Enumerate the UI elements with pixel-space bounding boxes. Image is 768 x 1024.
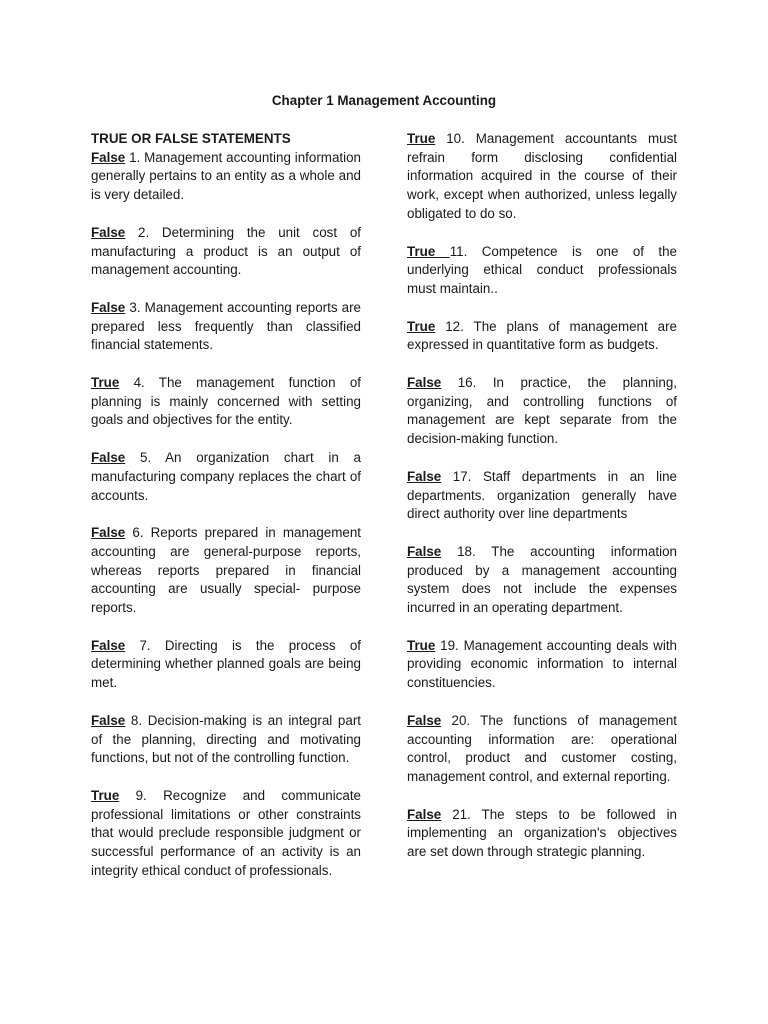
- statement-item: [407, 374, 677, 449]
- statement-item: [407, 318, 677, 355]
- statement-item: [91, 449, 361, 505]
- answer-label: False: [91, 450, 126, 466]
- statement-text: 8. Decision-making is an integral part of the planning, directing and motivating functions, but not of the controlling function.: [91, 712, 361, 766]
- statement-text: 4. The management function of planning is mainly concerned with setting goals and objectives for the entity.: [91, 375, 361, 428]
- statement-text: 20. The functions of management accounting information are: operational control, product and customer costing, management control, and external reporting.: [407, 712, 677, 784]
- statement-text: 21. The steps to be followed in implementing an organization's objectives are set down through strategic planning.: [407, 806, 677, 860]
- statement-item: [91, 374, 361, 430]
- statement-text: 16. In practice, the planning, organizing, and controlling functions of management are kept separate from the decision-making function.: [407, 375, 677, 447]
- statement-text: 10. Management accountants must refrain form disclosing confidential information acquired in the course of their work, except when authorized, unless legally obligated to do so.: [407, 131, 677, 221]
- statement-text: 1. Management accounting information generally pertains to an entity as a whole and is very detailed.: [91, 149, 361, 203]
- statement-item: [91, 224, 361, 280]
- statement-text: 12. The plans of management are expressed in quantitative form as budgets.: [407, 318, 677, 353]
- statement-item: [407, 130, 677, 224]
- statement-text: 2. Determining the unit cost of manufacturing a product is an output of management accounting.: [91, 224, 361, 278]
- statement-item: [407, 637, 677, 693]
- answer-label: False: [91, 224, 126, 240]
- answer-label: False: [407, 375, 442, 391]
- statement-text: 6. Reports prepared in management accounting are general-purpose reports, whereas reports prepared in financial accounting are usually special- purpose reports.: [91, 525, 361, 616]
- statement-item: [91, 524, 361, 618]
- statement-item: [407, 468, 677, 524]
- statement-text: 18. The accounting information produced by a management accounting system does not include the expenses incurred in an operating department.: [407, 543, 677, 616]
- answer-label: False: [91, 299, 126, 315]
- statement-item: [91, 299, 361, 355]
- statement-item: [407, 243, 677, 299]
- answer-label: True: [407, 318, 436, 334]
- statement-item: [407, 806, 677, 862]
- answer-label: True: [91, 375, 120, 391]
- answer-label: False: [91, 525, 126, 541]
- statement-text: 11. Competence is one of the underlying ethical conduct professionals must maintain..: [407, 243, 678, 296]
- section-heading: TRUE OR FALSE STATEMENTS: [91, 131, 291, 146]
- answer-label: False: [91, 712, 126, 728]
- answer-label: False: [407, 712, 442, 728]
- answer-label: True: [407, 131, 436, 146]
- answer-label: False: [91, 149, 126, 165]
- statement-item: [407, 543, 677, 618]
- statement-text: 9. Recognize and communicate professional limitations or other constraints that would preclude responsible judgment or successful performance of an activity is an integrity ethical conduct of professionals.: [91, 787, 361, 878]
- answer-label: False: [91, 637, 126, 653]
- answer-label: True: [407, 637, 436, 653]
- statement-item: [91, 637, 361, 693]
- statement-text: 19. Management accounting deals with providing economic information to internal constituencies.: [407, 637, 677, 691]
- statement-text: 17. Staff departments in an line departments. organization generally have direct authority over line departments: [407, 468, 677, 522]
- answer-label: True: [407, 243, 450, 259]
- left-column: [91, 130, 361, 900]
- statement-item: [91, 712, 361, 768]
- right-column: [407, 130, 677, 881]
- statement-item: [407, 712, 677, 787]
- page-title: Chapter 1 Management Accounting: [271, 93, 497, 108]
- answer-label: True: [91, 787, 120, 803]
- statement-text: 7. Directing is the process of determining whether planned goals are being met.: [91, 637, 361, 691]
- statement-text: 5. An organization chart in a manufacturing company replaces the chart of accounts.: [91, 450, 361, 503]
- answer-label: False: [407, 543, 442, 559]
- answer-label: False: [407, 806, 442, 822]
- statement-item: [91, 787, 361, 881]
- statement-item: [91, 149, 361, 205]
- answer-label: False: [407, 468, 442, 484]
- statement-text: 3. Management accounting reports are prepared less frequently than classified financial statements.: [91, 299, 361, 353]
